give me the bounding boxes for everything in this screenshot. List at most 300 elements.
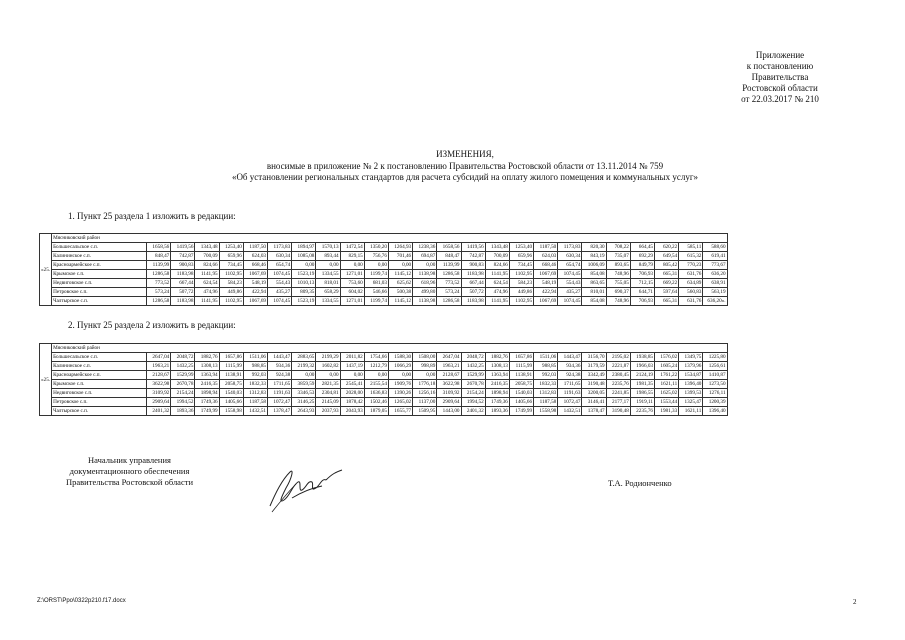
table-cell: 1657,86 [219, 353, 243, 362]
table-cell: 1625,02 [655, 389, 679, 398]
table-cell: 756,76 [364, 252, 388, 261]
table-cell: 3156,70 [582, 353, 606, 362]
table-cell: 1173,83 [268, 243, 292, 252]
document-subtitle: «Об установлении региональных стандартов для расчета субсидий на оплату жилого помещения и коммунальных услуг» [231, 172, 699, 182]
table-cell: 1443,47 [558, 353, 582, 362]
table-cell: 1312,83 [534, 389, 558, 398]
table-cell: 1199,74 [364, 270, 388, 279]
table-cell: 1325,47 [679, 398, 703, 407]
table-cell: 1711,65 [268, 380, 292, 389]
table-cell: 924,38 [558, 371, 582, 380]
table-cell: 1540,03 [509, 389, 533, 398]
table-cell: 848,47 [437, 252, 461, 261]
table-cell: 1187,58 [243, 398, 267, 407]
table-cell: 1405,66 [219, 398, 243, 407]
table-cell: 708,22 [606, 243, 630, 252]
table-cell: 1137,00 [413, 398, 437, 407]
table-cell: 2154,24 [171, 389, 195, 398]
table-cell: 1432,51 [243, 407, 267, 416]
table-cell: 2643,93 [292, 407, 316, 416]
table-cell: 1238,36 [413, 243, 437, 252]
table-cell: 1523,19 [292, 270, 316, 279]
table-cell: 0,00 [413, 371, 437, 380]
table-cell: 1102,95 [219, 297, 243, 306]
table-cell: 1212,79 [364, 362, 388, 371]
table-cell: 2647,04 [437, 353, 461, 362]
table-cell: 770,23 [679, 261, 703, 270]
table-cell: 474,96 [195, 288, 219, 297]
table-cell: 681,03 [364, 279, 388, 288]
table-cell: 1074,45 [268, 297, 292, 306]
table-cell: 1776,18 [413, 380, 437, 389]
table-cell: 701,46 [388, 252, 412, 261]
settlement-name: Чалтырское с.п. [52, 407, 147, 416]
table-cell: 692,29 [630, 252, 654, 261]
table-cell: 1286,58 [147, 270, 171, 279]
table-cell: 604,02 [340, 288, 364, 297]
table-row [40, 270, 728, 279]
table-cell: 1754,66 [364, 353, 388, 362]
approval-line: к постановлению [746, 61, 814, 71]
table-region-row [40, 344, 728, 353]
table-cell: 988,85 [534, 362, 558, 371]
table-cell: 1553,44 [655, 398, 679, 407]
table-cell: 3342,49 [582, 371, 606, 380]
table-cell: 1576,02 [655, 353, 679, 362]
table-cell: 1432,25 [171, 362, 195, 371]
table-cell: 934,36 [558, 362, 582, 371]
table-cell: 3109,92 [437, 389, 461, 398]
table-cell: 3179,59 [582, 362, 606, 371]
table-cell: 1621,11 [679, 407, 703, 416]
table-cell: 1183,98 [461, 270, 485, 279]
table-cell: 1981,33 [655, 407, 679, 416]
table-cell: 638,91 [703, 279, 727, 288]
position-line: Правительства Ростовской области [66, 477, 193, 487]
table-cell: 1443,00 [437, 407, 461, 416]
settlement-name: Недвиговское с.п. [52, 389, 147, 398]
table-cell: 1379,96 [679, 362, 703, 371]
table-cell: 1256,61 [703, 362, 727, 371]
table-cell: 618,96 [413, 279, 437, 288]
table-cell: 2304,81 [316, 389, 340, 398]
table-cell: 1102,95 [509, 270, 533, 279]
document-heading [60, 149, 870, 184]
table-cell: 1558,98 [534, 407, 558, 416]
table-cell: 734,45 [219, 261, 243, 270]
approval-line: Приложение [755, 50, 805, 60]
table-cell: 546,66 [364, 288, 388, 297]
table-cell: 2235,76 [630, 407, 654, 416]
table-cell: 824,66 [485, 261, 509, 270]
table-cell: 849,79 [630, 261, 654, 270]
table-cell: 1072,47 [268, 398, 292, 407]
table-cell: 1139,99 [147, 261, 171, 270]
table-cell: 1909,76 [388, 380, 412, 389]
table-cell: 1396,40 [703, 407, 727, 416]
table-cell: 1102,95 [509, 297, 533, 306]
table-cell: 2909,64 [437, 398, 461, 407]
table-cell: 2154,24 [461, 389, 485, 398]
table-cell: 1981,35 [630, 380, 654, 389]
table-cell: 2177,17 [606, 398, 630, 407]
table-cell: 2821,35 [316, 380, 340, 389]
table-cell: 624,03 [534, 252, 558, 261]
table-cell: 1938,85 [630, 353, 654, 362]
table-row [40, 279, 728, 288]
table-cell: 668,46 [243, 261, 267, 270]
table-cell: 818,01 [316, 279, 340, 288]
table-cell: 2401,32 [461, 407, 485, 416]
table-cell: 1145,12 [388, 270, 412, 279]
table-cell: 1502,46 [364, 398, 388, 407]
table-cell: 992,03 [534, 371, 558, 380]
table-cell: 624,54 [485, 279, 509, 288]
table-cell: 1074,45 [558, 270, 582, 279]
table-cell: 1102,95 [219, 270, 243, 279]
table-cell: 1115,99 [219, 362, 243, 371]
settlement-name: Калининское с.п. [52, 362, 147, 371]
table-cell: 0,00 [388, 261, 412, 270]
table-cell: 1334,55 [316, 270, 340, 279]
table-cell: 1183,98 [171, 297, 195, 306]
table-cell: 0,00 [340, 371, 364, 380]
table-cell: 554,43 [268, 279, 292, 288]
table-cell: 1276,11 [703, 389, 727, 398]
table-cell: 2380,45 [606, 371, 630, 380]
table-cell: 1749,36 [485, 398, 509, 407]
table-cell: 3622,98 [147, 380, 171, 389]
table-cell: 507,72 [461, 288, 485, 297]
table-cell: 669,22 [655, 279, 679, 288]
table-cell: 1443,47 [268, 353, 292, 362]
table-cell: 1437,19 [340, 362, 364, 371]
table-cell: 630,34 [558, 252, 582, 261]
table-cell: 548,19 [243, 279, 267, 288]
document-title: ИЗМЕНЕНИЯ, [436, 149, 494, 159]
table-cell: 1072,47 [558, 398, 582, 407]
table-cell: 619,41 [703, 252, 727, 261]
position-line: Начальник управления [88, 455, 171, 465]
table-cell: 1138,91 [219, 371, 243, 380]
document-subtitle: вносимые в приложение № 2 к постановлению Правительства Ростовской области от 13.11.2014 № 759 [266, 160, 664, 171]
table-cell: 1225,80 [703, 353, 727, 362]
table-cell: 863,65 [582, 279, 606, 288]
table-cell: 667,44 [461, 279, 485, 288]
table-cell: 2883,65 [292, 353, 316, 362]
table-cell: 634,89 [679, 279, 703, 288]
table-cell: 1882,76 [485, 353, 509, 362]
approval-line: Правительства [751, 72, 809, 82]
approval-line: от 22.03.2017 № 210 [741, 94, 819, 104]
table-cell: 1187,58 [534, 398, 558, 407]
table-cell: 854,08 [582, 297, 606, 306]
table-cell: 2199,32 [292, 362, 316, 371]
table-cell: 809,35 [292, 288, 316, 297]
table-cell: 773,52 [147, 279, 171, 288]
table-row [40, 371, 728, 380]
table-cell: 1308,13 [195, 362, 219, 371]
table-cell: 636,20». [703, 297, 727, 306]
table-cell: 584,23 [509, 279, 533, 288]
region-name: Мясниковский район [52, 234, 728, 243]
table-cell: 3859,59 [292, 380, 316, 389]
table-cell: 773,67 [703, 261, 727, 270]
table-cell: 507,72 [171, 288, 195, 297]
table-cell: 1199,74 [364, 297, 388, 306]
page-number: 2 [853, 598, 857, 606]
table-cell: 659,96 [509, 252, 533, 261]
table-cell: 1529,99 [171, 371, 195, 380]
table-cell: 667,44 [171, 279, 195, 288]
table-cell: 854,08 [582, 270, 606, 279]
table-cell: 3346,53 [292, 389, 316, 398]
item-1-heading: 1. Пункт 25 раздела 1 изложить в редакции: [68, 211, 236, 221]
table-cell: 0,00 [340, 261, 364, 270]
table-cell: 1066,29 [388, 362, 412, 371]
table-cell: 1963,21 [147, 362, 171, 371]
table-cell: 2048,72 [171, 353, 195, 362]
table-cell: 1919,11 [630, 398, 654, 407]
table-cell: 700,09 [485, 252, 509, 261]
table-cell: 2058,75 [509, 380, 533, 389]
standards-table-2 [39, 343, 728, 416]
table-cell: 659,96 [219, 252, 243, 261]
table-cell: 573,24 [437, 288, 461, 297]
table-row [40, 389, 728, 398]
table-cell: 1378,47 [582, 407, 606, 416]
table-cell: 1396,40 [679, 380, 703, 389]
table-cell: 1138,98 [413, 297, 437, 306]
table-cell: 1509,95 [413, 407, 437, 416]
table-cell: 597,64 [655, 288, 679, 297]
table-cell: 1350,20 [364, 243, 388, 252]
table-cell: 2128,67 [437, 371, 461, 380]
table-cell: 2145,09 [316, 398, 340, 407]
table-cell: 1286,58 [147, 297, 171, 306]
table-cell: 449,86 [219, 288, 243, 297]
table-cell: 1138,91 [509, 371, 533, 380]
table-cell: 2647,04 [147, 353, 171, 362]
table-cell: 1558,98 [219, 407, 243, 416]
settlement-name: Калининское с.п. [52, 252, 147, 261]
table-cell: 1183,98 [171, 270, 195, 279]
region-name: Мясниковский район [52, 344, 728, 353]
table-cell: 1141,95 [195, 270, 219, 279]
table-cell: 1349,75 [679, 353, 703, 362]
table-cell: 548,19 [534, 279, 558, 288]
table-cell: 1893,36 [485, 407, 509, 416]
table-cell: 644,71 [630, 288, 654, 297]
table-cell: 934,36 [268, 362, 292, 371]
table-cell: 700,09 [195, 252, 219, 261]
table-cell: 573,24 [147, 288, 171, 297]
table-cell: 734,45 [509, 261, 533, 270]
settlement-name: Крымское с.п. [52, 380, 147, 389]
table-cell: 499,80 [413, 288, 437, 297]
table-cell: 1343,48 [485, 243, 509, 252]
table-cell: 630,34 [268, 252, 292, 261]
table-cell: 0,00 [292, 371, 316, 380]
table-cell: 1085,08 [292, 252, 316, 261]
table-cell: 0,00 [364, 371, 388, 380]
settlement-name: Петровское с.п. [52, 288, 147, 297]
table-cell: 1253,40 [509, 243, 533, 252]
settlement-name: Крымское с.п. [52, 270, 147, 279]
table-cell: 1963,21 [437, 362, 461, 371]
table-cell: 3190,48 [606, 407, 630, 416]
table-cell: 1265,02 [388, 398, 412, 407]
table-cell: 1187,50 [243, 243, 267, 252]
table-row [40, 362, 728, 371]
table-cell: 658,29 [316, 288, 340, 297]
table-cell: 1399,53 [679, 389, 703, 398]
table-cell: 706,93 [630, 270, 654, 279]
table-cell: 1273,50 [703, 380, 727, 389]
table-cell: 829,15 [340, 252, 364, 261]
table-cell: 1472,54 [340, 243, 364, 252]
table-cell: 624,54 [195, 279, 219, 288]
table-cell: 893,65 [606, 261, 630, 270]
settlement-name: Чалтырское с.п. [52, 297, 147, 306]
table-cell: 1006,09 [582, 261, 606, 270]
table-cell: 560,83 [679, 288, 703, 297]
table-cell: 1191,63 [268, 389, 292, 398]
table-cell: 3190,48 [582, 380, 606, 389]
table-cell: 1067,69 [534, 270, 558, 279]
table-cell: 1761,22 [655, 371, 679, 380]
table-cell: 665,31 [655, 297, 679, 306]
table-cell: 2037,93 [316, 407, 340, 416]
table-cell: 620,22 [655, 243, 679, 252]
settlement-name: Недвиговское с.п. [52, 279, 147, 288]
table-cell: 2235,76 [606, 380, 630, 389]
table-cell: 1141,95 [485, 297, 509, 306]
table-cell: 1832,33 [243, 380, 267, 389]
table-cell: 1432,51 [558, 407, 582, 416]
table-region-row [40, 234, 728, 243]
table-cell: 2416,35 [195, 380, 219, 389]
table-cell: 1067,69 [534, 297, 558, 306]
table-cell: 748,96 [606, 297, 630, 306]
table-cell: 1602,82 [316, 362, 340, 371]
handwritten-signature [262, 462, 352, 514]
table-cell: 1879,05 [364, 407, 388, 416]
table-cell: 735,07 [606, 252, 630, 261]
table-cell: 810,01 [582, 288, 606, 297]
table-cell: 1711,65 [558, 380, 582, 389]
table-cell: 636,20 [703, 270, 727, 279]
table-cell: 998,89 [413, 362, 437, 371]
table-cell: 584,23 [219, 279, 243, 288]
table-cell: 2155,54 [364, 380, 388, 389]
table-cell: 631,76 [679, 297, 703, 306]
table-cell: 2128,67 [147, 371, 171, 380]
table-cell: 2199,29 [316, 353, 340, 362]
table-cell: 1067,69 [243, 270, 267, 279]
table-cell: 435,27 [558, 288, 582, 297]
table-cell: 1343,48 [195, 243, 219, 252]
table-cell: 1749,99 [195, 407, 219, 416]
table-cell: 755,05 [606, 279, 630, 288]
table-cell: 1511,06 [534, 353, 558, 362]
table-cell: 2670,78 [171, 380, 195, 389]
table-cell: 2241,85 [606, 389, 630, 398]
table-cell: 3109,92 [147, 389, 171, 398]
signatory-name: Т.А. Родионченко [608, 478, 672, 488]
table-cell: 992,03 [243, 371, 267, 380]
table-cell: 422,94 [534, 288, 558, 297]
table-cell: 1878,42 [340, 398, 364, 407]
table-cell: 1115,99 [509, 362, 533, 371]
table-cell: 664,45 [630, 243, 654, 252]
signatory-position [47, 455, 212, 488]
item-number: «25. [40, 344, 52, 416]
table-cell: 624,03 [243, 252, 267, 261]
table-cell: 1390,26 [388, 389, 412, 398]
table-row [40, 243, 728, 252]
table-cell: 2048,72 [461, 353, 485, 362]
table-cell: 435,27 [268, 288, 292, 297]
table-cell: 748,96 [606, 270, 630, 279]
table-cell: 1286,58 [437, 270, 461, 279]
table-row [40, 252, 728, 261]
table-cell: 665,31 [655, 270, 679, 279]
table-row [40, 353, 728, 362]
approval-block [700, 50, 860, 105]
table-cell: 474,96 [485, 288, 509, 297]
settlement-name: Большесальское с.п. [52, 243, 147, 252]
table-cell: 1994,52 [171, 398, 195, 407]
table-cell: 1588,30 [388, 353, 412, 362]
table-cell: 773,52 [437, 279, 461, 288]
table-cell: 1893,36 [171, 407, 195, 416]
table-cell: 1894,97 [292, 243, 316, 252]
table-cell: 0,00 [316, 261, 340, 270]
table-cell: 449,86 [509, 288, 533, 297]
table-cell: 742,87 [171, 252, 195, 261]
settlement-name: Красноармейское с.п. [52, 371, 147, 380]
table-cell: 694,87 [413, 252, 437, 261]
table-cell: 1074,45 [558, 297, 582, 306]
position-line: документационного обеспечения [69, 466, 190, 476]
table-cell: 1523,19 [292, 297, 316, 306]
table-cell: 1636,83 [364, 389, 388, 398]
table-cell: 1658,56 [147, 243, 171, 252]
table-cell: 893,44 [316, 252, 340, 261]
table-cell: 0,00 [292, 261, 316, 270]
table-cell: 1410,87 [703, 371, 727, 380]
table-cell: 0,00 [316, 371, 340, 380]
settlement-name: Петровское с.п. [52, 398, 147, 407]
table-cell: 1187,50 [534, 243, 558, 252]
table-cell: 1405,66 [509, 398, 533, 407]
table-cell: 1994,52 [461, 398, 485, 407]
table-cell: 615,32 [679, 252, 703, 261]
table-cell: 1141,95 [485, 270, 509, 279]
table-cell: 1200,39 [703, 398, 727, 407]
table-cell: 1010,13 [292, 279, 316, 288]
table-cell: 924,38 [268, 371, 292, 380]
table-cell: 1570,13 [316, 243, 340, 252]
table-cell: 1749,99 [509, 407, 533, 416]
table-cell: 3146,41 [582, 398, 606, 407]
table-cell: 1363,94 [195, 371, 219, 380]
standards-table-1 [39, 233, 728, 306]
table-cell: 1508,00 [413, 353, 437, 362]
table-cell: 1253,40 [219, 243, 243, 252]
table-cell: 1898,94 [485, 389, 509, 398]
